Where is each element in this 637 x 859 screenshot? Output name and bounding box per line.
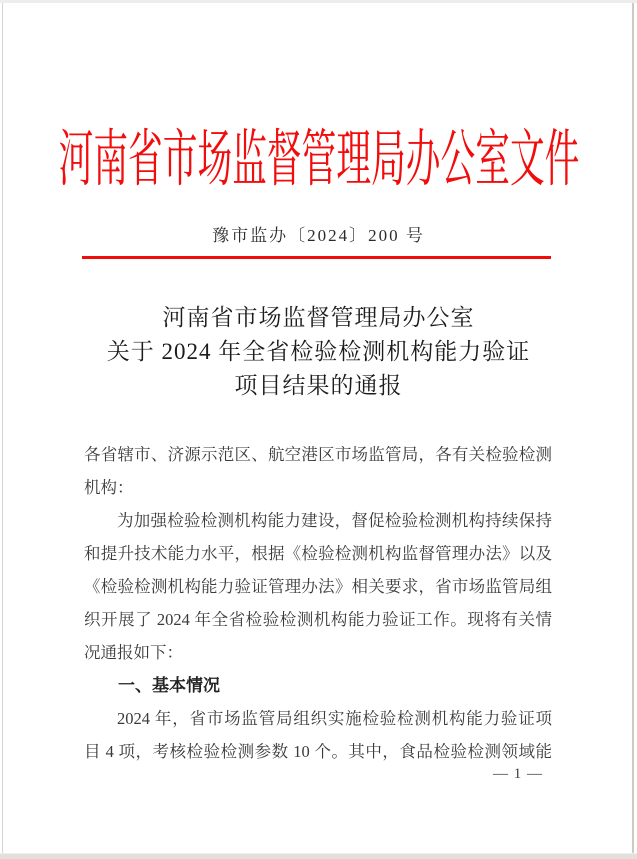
paragraph-line: 《检验检测机构能力验证管理办法》相关要求，省市场监管局组 xyxy=(84,577,552,596)
scan-edge-top xyxy=(0,0,637,3)
document-number: 豫市监办〔2024〕200 号 xyxy=(212,226,425,245)
document-body xyxy=(84,438,552,768)
section-heading: 一、基本情况 xyxy=(118,676,220,695)
document-title xyxy=(0,301,637,403)
salutation-line: 各省辖市、济源示范区、航空港区市场监管局，各有关检验检测 xyxy=(84,445,552,464)
title-line-3: 项目结果的通报 xyxy=(234,373,403,398)
paragraph-line: 为加强检验检测机构能力建设，督促检验检测机构持续保持 xyxy=(117,511,552,530)
red-letterhead xyxy=(0,118,637,202)
letterhead-title: 河南省市场监督管理局办公室文件 xyxy=(58,126,579,194)
paragraph-line: 织开展了 2024 年全省检验检测机构能力验证工作。现将有关情 xyxy=(84,610,552,629)
paragraph-line: 2024 年，省市场监管局组织实施检验检测机构能力验证项 xyxy=(117,709,552,728)
red-separator-line xyxy=(82,256,551,259)
paragraph-line: 况通报如下： xyxy=(84,643,183,662)
page-number: — 1 — xyxy=(493,766,543,782)
scan-edge-bottom xyxy=(0,853,637,859)
title-line-1: 河南省市场监督管理局办公室 xyxy=(162,305,475,330)
paragraph-line: 目 4 项，考核检验检测参数 10 个。其中，食品检验检测领域能 xyxy=(84,742,552,761)
paragraph-line: 和提升技术能力水平，根据《检验检测机构监督管理办法》以及 xyxy=(84,544,552,563)
title-line-2: 关于 2024 年全省检验检测机构能力验证 xyxy=(106,339,531,364)
salutation-line: 机构： xyxy=(84,478,134,497)
